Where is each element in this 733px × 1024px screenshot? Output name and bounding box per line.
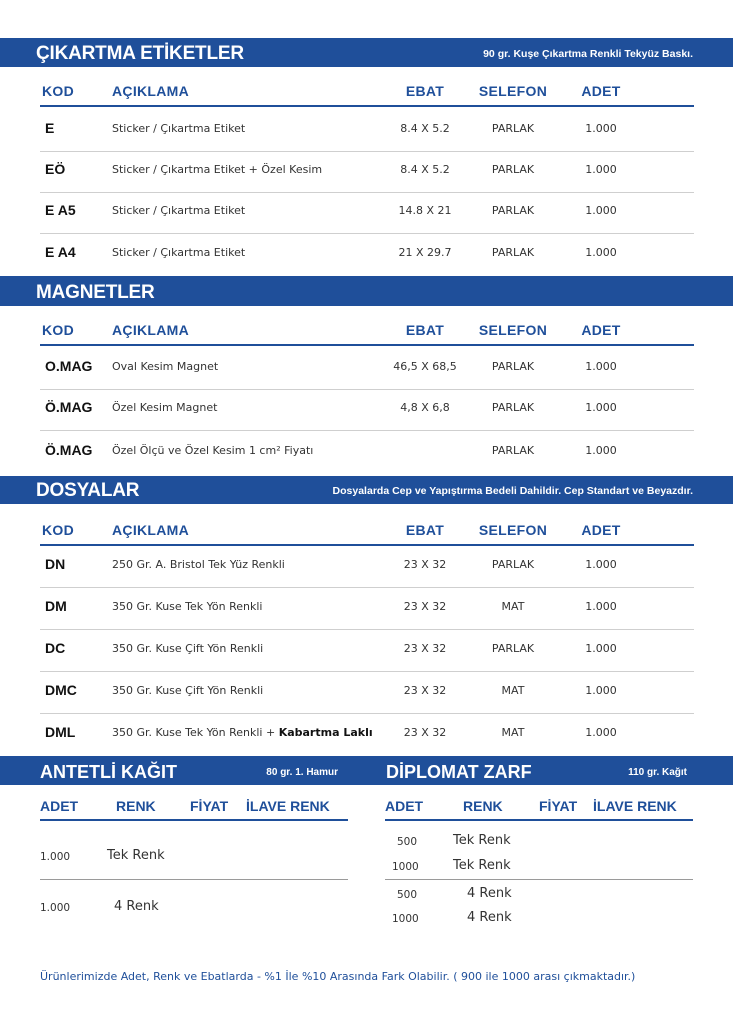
row-adet: 1.000 xyxy=(585,444,617,457)
row-desc xyxy=(112,642,263,655)
col-selefon: SELEFON xyxy=(478,522,548,538)
row-desc: Özel Kesim Magnet xyxy=(112,401,218,414)
row-desc-bold: Kabartma Laklı xyxy=(278,726,373,739)
col-adet: ADET xyxy=(581,322,621,338)
row-ebat: 46,5 X 68,5 xyxy=(393,360,457,373)
row-kod: EÖ xyxy=(45,161,66,177)
row-adet: 1.000 xyxy=(40,902,71,914)
row-adet: 1.000 xyxy=(585,600,617,613)
antetli-row xyxy=(40,827,348,880)
section-note: Dosyalarda Cep ve Yapıştırma Bedeli Dahildir. Cep Standart ve Beyazdır. xyxy=(332,485,693,497)
footer-note: Ürünlerimizde Adet, Renk ve Ebatlarda - %1 İle %10 Arasında Fark Olabilir. ( 900 ile 1000 arası çıkmaktadır.) xyxy=(40,970,636,983)
table-row xyxy=(40,234,694,275)
row-ebat: 21 X 29.7 xyxy=(398,246,452,259)
col-renk: RENK xyxy=(463,798,503,814)
antetli-header xyxy=(40,795,348,821)
row-desc xyxy=(112,684,263,697)
table-row xyxy=(40,714,694,755)
col-adet: ADET xyxy=(581,83,621,99)
row-adet: 500 xyxy=(397,889,418,901)
row-ebat: 4,8 X 6,8 xyxy=(400,401,450,414)
row-adet: 1.000 xyxy=(585,401,617,414)
row-desc-text: 250 Gr. A. Bristol Tek Yüz Renkli xyxy=(112,558,285,571)
col-ilave-renk: İLAVE RENK xyxy=(593,798,677,814)
section-bar-cikartma xyxy=(0,41,733,67)
row-kod: DM xyxy=(45,598,67,614)
col-selefon: SELEFON xyxy=(478,83,548,99)
col-aciklama: AÇIKLAMA xyxy=(112,83,190,99)
row-selefon: MAT xyxy=(501,726,525,739)
row-desc: Sticker / Çıkartma Etiket xyxy=(112,246,246,259)
table-row xyxy=(40,630,694,672)
row-ebat: 23 X 32 xyxy=(403,642,447,655)
row-desc xyxy=(112,558,285,571)
table-row xyxy=(40,151,694,193)
row-selefon: PARLAK xyxy=(491,558,535,571)
row-ebat: 14.8 X 21 xyxy=(398,204,452,217)
col-kod: KOD xyxy=(42,522,75,538)
row-kod: O.MAG xyxy=(45,358,93,374)
section-bottom xyxy=(0,785,733,1024)
row-desc xyxy=(112,726,373,739)
row-renk: Tek Renk xyxy=(453,833,511,848)
table-header xyxy=(40,516,694,546)
section-title: MAGNETLER xyxy=(36,282,155,303)
diplomat-row xyxy=(385,827,693,880)
row-ebat: 23 X 32 xyxy=(403,726,447,739)
col-fiyat: FİYAT xyxy=(539,798,578,814)
row-selefon: PARLAK xyxy=(491,360,535,373)
row-selefon: PARLAK xyxy=(491,642,535,655)
table-row xyxy=(40,672,694,714)
table-row xyxy=(40,348,694,390)
col-ilave-renk: İLAVE RENK xyxy=(246,798,330,814)
table-row xyxy=(40,546,694,588)
section-note: 80 gr. 1. Hamur xyxy=(266,766,338,778)
row-selefon: MAT xyxy=(501,684,525,697)
col-renk: RENK xyxy=(116,798,156,814)
row-renk: 4 Renk xyxy=(467,910,512,925)
col-ebat: EBAT xyxy=(405,522,445,538)
row-kod: DC xyxy=(45,640,66,656)
row-selefon: PARLAK xyxy=(491,444,535,457)
section-bar-diplomat xyxy=(374,759,733,785)
row-kod: DML xyxy=(45,724,76,740)
row-selefon: PARLAK xyxy=(491,401,535,414)
row-kod: Ö.MAG xyxy=(45,399,93,415)
row-ebat: 23 X 32 xyxy=(403,600,447,613)
row-adet: 500 xyxy=(397,836,418,848)
col-adet: ADET xyxy=(385,798,424,814)
row-adet: 1.000 xyxy=(585,684,617,697)
row-selefon: PARLAK xyxy=(491,204,535,217)
col-selefon: SELEFON xyxy=(478,322,548,338)
section-title: DOSYALAR xyxy=(36,480,140,501)
row-adet: 1.000 xyxy=(585,246,617,259)
row-adet: 1.000 xyxy=(40,851,71,863)
row-adet: 1.000 xyxy=(585,642,617,655)
col-ebat: EBAT xyxy=(405,322,445,338)
row-adet: 1.000 xyxy=(585,360,617,373)
table-row xyxy=(40,389,694,431)
row-kod: DN xyxy=(45,556,66,572)
row-desc: Sticker / Çıkartma Etiket xyxy=(112,204,246,217)
row-adet: 1000 xyxy=(392,861,419,873)
table-row xyxy=(40,192,694,234)
col-fiyat: FİYAT xyxy=(190,798,229,814)
row-desc-text: 350 Gr. Kuse Tek Yön Renkli xyxy=(112,600,263,613)
row-kod: E A4 xyxy=(45,244,76,260)
col-ebat: EBAT xyxy=(405,83,445,99)
col-adet: ADET xyxy=(581,522,621,538)
row-desc-text: 350 Gr. Kuse Tek Yön Renkli + xyxy=(112,726,279,739)
section-note: 90 gr. Kuşe Çıkartma Renkli Tekyüz Baskı. xyxy=(483,48,693,60)
row-ebat: 23 X 32 xyxy=(403,684,447,697)
row-kod: E A5 xyxy=(45,202,76,218)
row-desc: Sticker / Çıkartma Etiket + Özel Kesim xyxy=(112,163,323,176)
row-renk: Tek Renk xyxy=(107,848,165,863)
col-aciklama: AÇIKLAMA xyxy=(112,322,190,338)
row-selefon: PARLAK xyxy=(491,163,535,176)
row-selefon: MAT xyxy=(501,600,525,613)
col-adet: ADET xyxy=(40,798,79,814)
row-adet: 1.000 xyxy=(585,558,617,571)
section-title: ÇIKARTMA ETİKETLER xyxy=(36,43,244,64)
table-header xyxy=(40,77,694,107)
row-renk: 4 Renk xyxy=(467,886,512,901)
table-header xyxy=(40,316,694,346)
antetli-row xyxy=(40,881,348,933)
section-bar-magnetler xyxy=(0,280,733,306)
row-renk: Tek Renk xyxy=(453,858,511,873)
row-kod: E xyxy=(45,120,55,136)
row-desc: Oval Kesim Magnet xyxy=(112,360,219,373)
row-adet: 1.000 xyxy=(585,163,617,176)
section-note: 110 gr. Kağıt xyxy=(628,766,687,778)
row-kod: DMC xyxy=(45,682,77,698)
col-aciklama: AÇIKLAMA xyxy=(112,522,190,538)
section-title: DİPLOMAT ZARF xyxy=(386,761,532,782)
table-row xyxy=(40,110,694,152)
row-ebat: 23 X 32 xyxy=(403,558,447,571)
col-kod: KOD xyxy=(42,83,75,99)
row-kod: Ö.MAG xyxy=(45,442,93,458)
row-ebat: 8.4 X 5.2 xyxy=(400,163,450,176)
diplomat-row xyxy=(385,881,693,933)
section-bar-antetli xyxy=(0,759,364,785)
top-strip xyxy=(0,0,733,38)
row-renk: 4 Renk xyxy=(114,899,159,914)
table-row xyxy=(40,588,694,630)
section-title: ANTETLİ KAĞIT xyxy=(40,761,177,782)
diplomat-header xyxy=(385,795,693,821)
section-cikartma xyxy=(0,67,733,276)
row-adet: 1.000 xyxy=(585,122,617,135)
row-desc xyxy=(112,600,262,613)
row-ebat: 8.4 X 5.2 xyxy=(400,122,450,135)
row-adet: 1.000 xyxy=(585,204,617,217)
row-desc: Sticker / Çıkartma Etiket xyxy=(112,122,246,135)
row-selefon: PARLAK xyxy=(491,246,535,259)
section-dosyalar xyxy=(0,504,733,756)
section-bar-dosyalar xyxy=(0,478,733,504)
row-adet: 1000 xyxy=(392,913,419,925)
col-kod: KOD xyxy=(42,322,75,338)
table-row xyxy=(40,432,694,473)
row-desc: Özel Ölçü ve Özel Kesim 1 cm² Fiyatı xyxy=(112,444,314,457)
row-desc-text: 350 Gr. Kuse Çift Yön Renkli xyxy=(112,684,264,697)
row-selefon: PARLAK xyxy=(491,122,535,135)
row-desc-text: 350 Gr. Kuse Çift Yön Renkli xyxy=(112,642,264,655)
row-adet: 1.000 xyxy=(585,726,617,739)
section-magnetler xyxy=(0,306,733,476)
